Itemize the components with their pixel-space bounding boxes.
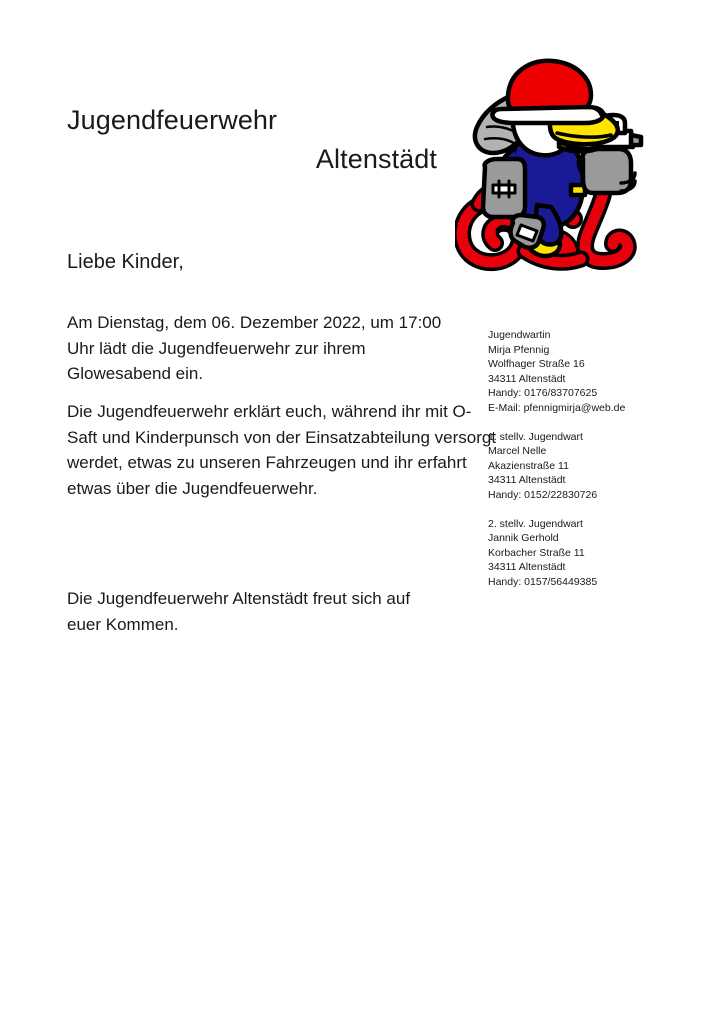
- paragraph-info: [67, 399, 499, 501]
- contact-phone: Handy: 0157/56449385: [488, 575, 598, 588]
- paragraph-closing: [67, 586, 447, 637]
- contact-name: Jannik Gerhold: [488, 532, 559, 545]
- contact-sidebar: [488, 328, 668, 590]
- contact-phone: Handy: 0152/22830726: [488, 488, 598, 501]
- jugendfeuerwehr-mascot-logo: [455, 55, 665, 285]
- page-title: [67, 103, 437, 176]
- contact-phone: Handy: 0176/83707625: [488, 387, 598, 400]
- contact-role: Jugendwartin: [488, 329, 551, 341]
- paragraph-info-text: Die Jugendfeuerwehr erklärt euch, während ihr mit O-Saft und Kinderpunsch von der Einsatzabteilung versorgt werdet, etwas zu unseren Fahrzeugen und ihr erfahrt etwas über die Jugendfeuerwehr.: [67, 402, 497, 498]
- contact-city: 34311 Altenstädt: [488, 372, 566, 385]
- title-line-location: Altenstädt: [315, 144, 437, 174]
- contact-street: Akazienstraße 11: [488, 459, 569, 472]
- contact-street: Korbacher Straße 11: [488, 546, 585, 559]
- contact-block-jugendwartin: [488, 328, 668, 416]
- salutation: Liebe Kinder,: [67, 251, 184, 273]
- title-line-organisation: Jugendfeuerwehr: [67, 105, 278, 135]
- paragraph-event-text: Am Dienstag, dem 06. Dezember 2022, um 17:00 Uhr lädt die Jugendfeuerwehr zur ihrem Glowesabend ein.: [67, 313, 442, 383]
- paragraph-event: [67, 310, 467, 387]
- paragraph-closing-text: Die Jugendfeuerwehr Altenstädt freut sich auf euer Kommen.: [67, 589, 411, 634]
- contact-role: 1. stellv. Jugendwart: [488, 430, 583, 443]
- contact-block-stellv-2: [488, 517, 668, 590]
- contact-name: Marcel Nelle: [488, 445, 547, 458]
- contact-street: Wolfhager Straße 16: [488, 358, 585, 371]
- contact-name: Mirja Pfennig: [488, 343, 550, 356]
- contact-city: 34311 Altenstädt: [488, 474, 566, 487]
- contact-block-stellv-1: [488, 430, 668, 503]
- contact-role: 2. stellv. Jugendwart: [488, 517, 583, 530]
- contact-email[interactable]: E-Mail: pfennigmirja@web.de: [488, 401, 626, 414]
- contact-city: 34311 Altenstädt: [488, 561, 566, 574]
